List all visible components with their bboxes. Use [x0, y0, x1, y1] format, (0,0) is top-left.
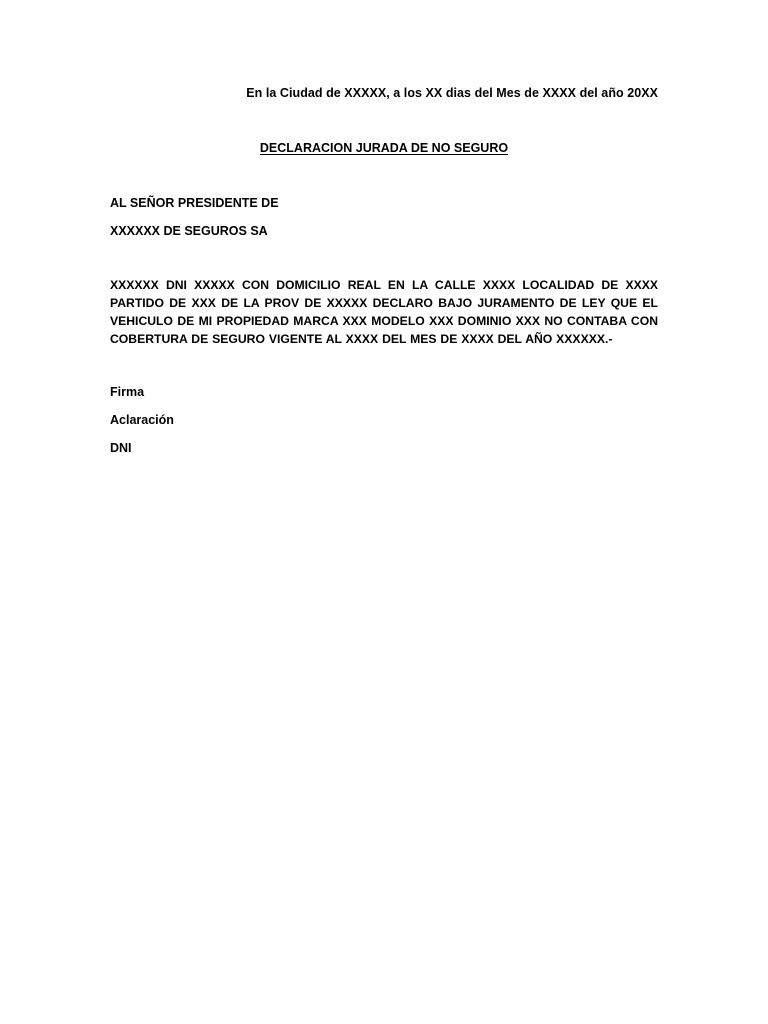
declaration-body: XXXXXX DNI XXXXX CON DOMICILIO REAL EN LA CALLE XXXX LOCALIDAD DE XXXX PARTIDO DE XXX DE LA PROV DE XXXXX DECLARO BAJO JURAMENTO DE LEY QUE EL VEHICULO DE MI PROPIEDAD MARCA XXX MODELO XXX DOMINIO XXX NO CONTABA CON COBERTURA DE SEGURO VIGENTE AL XXXX DEL MES DE XXXX DEL AÑO XXXXXX.- [110, 278, 658, 346]
addressee-line-1: AL SEÑOR PRESIDENTE DE [110, 196, 279, 210]
addressee-line-2: XXXXXX DE SEGUROS SA [110, 224, 268, 238]
document-title: DECLARACION JURADA DE NO SEGURO [259, 141, 509, 155]
dateline: En la Ciudad de XXXXX, a los XX dias del Mes de XXXX del año 20XX [246, 86, 658, 100]
signature-firma: Firma [110, 385, 145, 399]
signature-aclaracion: Aclaración [110, 413, 174, 427]
signature-dni: DNI [110, 441, 132, 455]
